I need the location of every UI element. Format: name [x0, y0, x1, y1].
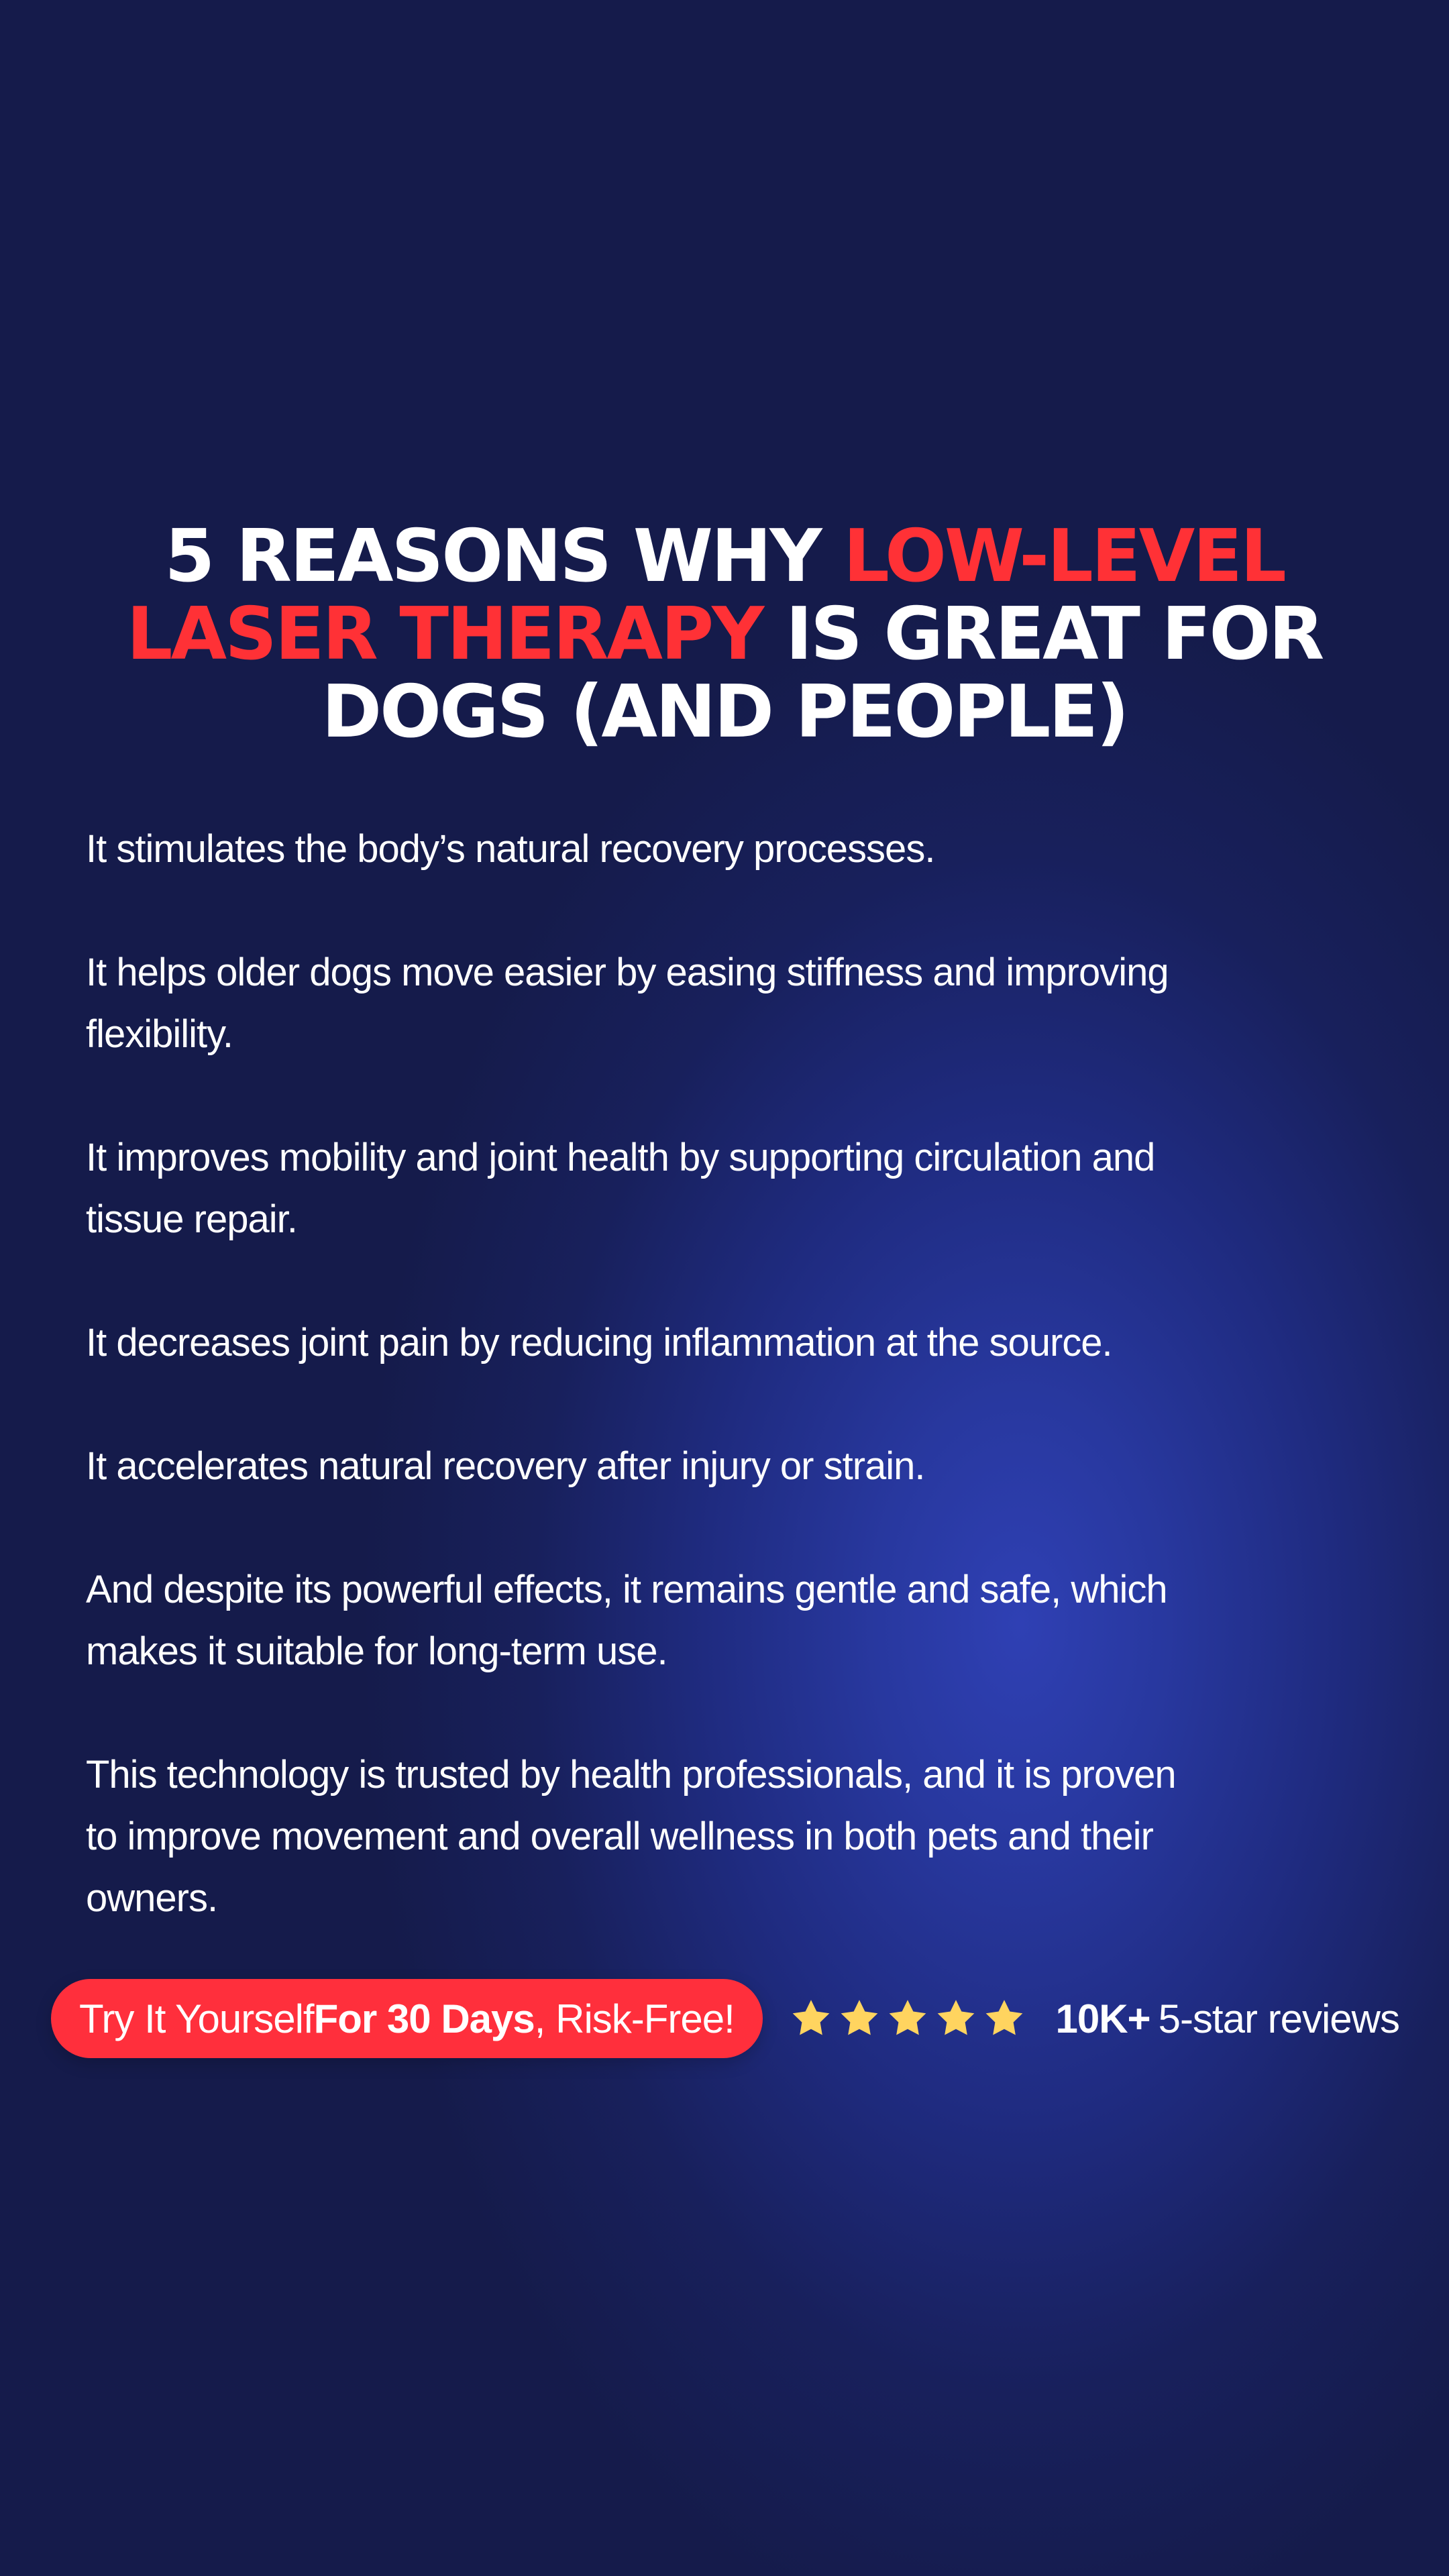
star-icon [885, 1996, 930, 2041]
benefit-paragraph: This technology is trusted by health professionals, and it is proven to improve movement and overall wellness in both pets and their owners. [86, 1753, 1176, 1920]
try-risk-free-button[interactable] [51, 1979, 763, 2058]
star-shape [793, 2000, 830, 2035]
headline-accent-text: LOW-LEVEL [843, 515, 1285, 599]
star-shape [938, 2000, 975, 2035]
benefit-paragraph: It helps older dogs move easier by easing stiffness and improving flexibility. [86, 951, 1169, 1056]
benefit-paragraph: It decreases joint pain by reducing inflammation at the source. [86, 1321, 1112, 1364]
review-count: 10K+ [1055, 1996, 1150, 2041]
star-icon [837, 1996, 882, 2041]
benefits-copy [86, 818, 1360, 1991]
star-shape [986, 2000, 1023, 2035]
headline [80, 515, 1368, 755]
review-label: 5-star reviews [1158, 1996, 1399, 2041]
headline-accent-text: LASER THERAPY [126, 592, 763, 677]
star-rating [788, 1996, 1027, 2041]
benefit-paragraph: It stimulates the body’s natural recovery processes. [86, 827, 935, 871]
benefit-paragraph: And despite its powerful effects, it remains gentle and safe, which makes it suitable for long-term use. [86, 1568, 1167, 1673]
cta-strong-text: For 30 Days [313, 1996, 535, 2041]
benefit-paragraph: It improves mobility and joint health by supporting circulation and tissue repair. [86, 1136, 1155, 1241]
headline-line-1 [80, 515, 1368, 599]
headline-line-2 [80, 592, 1368, 677]
cta-text: Try It Yourself [79, 1996, 314, 2041]
star-icon [788, 1996, 834, 2041]
headline-text: 5 REASONS WHY [164, 515, 844, 599]
star-shape [890, 2000, 926, 2035]
headline-text: IS GREAT FOR [762, 592, 1323, 677]
star-icon [981, 1996, 1027, 2041]
star-icon [933, 1996, 979, 2041]
review-summary [788, 1996, 1399, 2042]
benefit-paragraph: It accelerates natural recovery after injury or strain. [86, 1444, 925, 1488]
cta-row [51, 1979, 1399, 2058]
star-shape [841, 2000, 878, 2035]
headline-line-3: DOGS (AND PEOPLE) [321, 670, 1128, 755]
cta-text: , Risk-Free! [534, 1996, 735, 2041]
